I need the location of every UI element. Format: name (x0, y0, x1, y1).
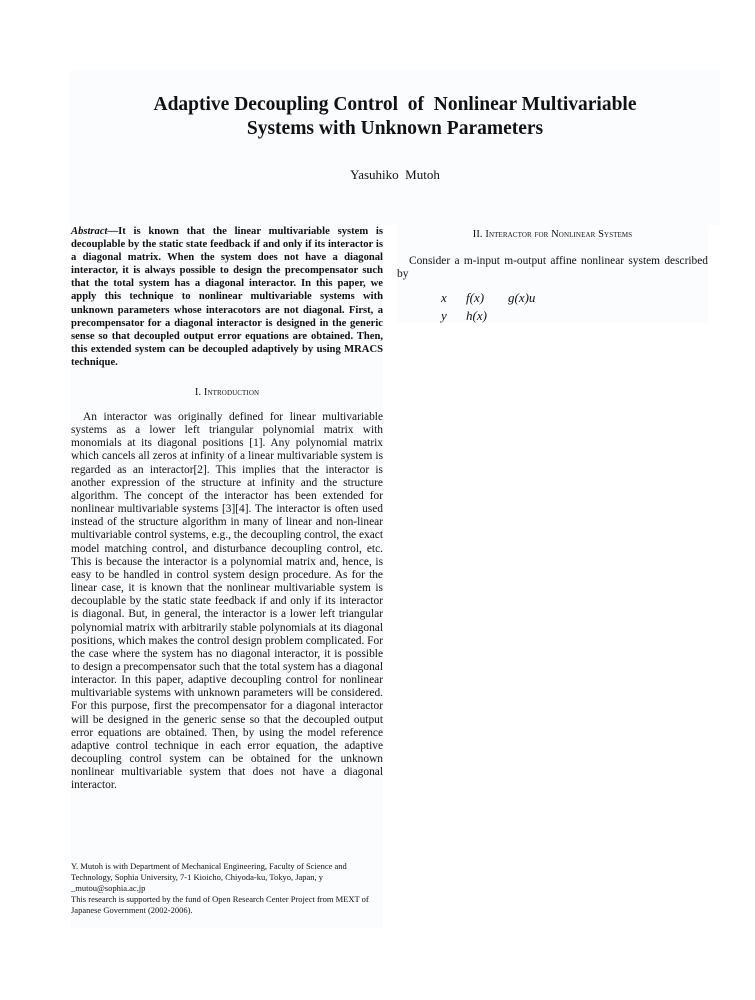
left-column (71, 225, 383, 928)
section-2-paragraph: Consider a m-input m-output affine nonlinear system described by (397, 255, 708, 281)
paper-title (70, 93, 720, 141)
equation-lhs: x (441, 290, 447, 305)
footnote (71, 861, 383, 916)
system-equations (441, 289, 708, 325)
paper-header (70, 70, 720, 225)
footnote-affiliation: Y. Mutoh is with Department of Mechanical Engineering, Faculty of Science and Technology, Sophia University, 7-1 Kioicho, Chiyoda-ku, Tokyo, Japan, y _mutou@sophia.ac.jp (71, 861, 347, 893)
abstract-text: It is known that the linear multivariable system is decouplable by the static state feedback if and only if its interactor is a diagonal matrix. When the system does not have a diagonal interactor, it is always possible to design the precompensator such that the total system has a diagonal interactor. In this paper, we apply this technique to nonlinear multivariable systems with unknown parameters whose interacotors are not diagonal. First, a precompensator for a diagonal interactor is designed in the generic sense so that decoupled output error equations are obtained. Then, this extended system can be decoupled adaptively by using MRACS technique. (71, 226, 383, 368)
equation-term: h(x) (466, 308, 487, 323)
right-column (397, 225, 708, 323)
abstract (71, 225, 383, 369)
equation-term: f(x) (466, 290, 485, 305)
equation-state (441, 289, 708, 307)
equation-term: g(x)u (508, 290, 536, 305)
footnote-funding: This research is supported by the fund of Open Research Center Project from MEXT of Japanese Government (2002-2006). (71, 894, 369, 915)
equation-lhs: y (441, 308, 447, 323)
section-heading-introduction: I. Introduction (194, 387, 260, 398)
introduction-paragraph: An interactor was originally defined for linear multivariable systems as a lower left triangular polynomial matrix with monomials at its diagonal positions [1]. Any polynomial matrix which cancels all zeros at infinity of a linear multivariable system is regarded as an interactor[2]. This implies that the interactor is another expression of the structure at infinity and the structure algorithm. The concept of the interactor has been extended for nonlinear multivariable systems [3][4]. The interactor is often used instead of the structure algorithm in many of linear and non-linear multivariable control systems, e.g., the decoupling control, the exact model matching control, and disturbance decoupling control, etc. This is because the interactor is a polynomial matrix and, hence, is easy to be handled in control system design procedure. As for the linear case, it is known that the nonlinear multivariable system is decouplable by the static state feedback if and only if its interactor is diagonal. But, in general, the interactor is a lower left triangular polynomial matrix with arbitrarily stable polynomials at its diagonal positions, which makes the control design problem complicated. For the case where the system has no diagonal interactor, it is possible to design a precompensator such that the total system has a diagonal interactor. In this paper, adaptive decoupling control for nonlinear multivariable systems with unknown parameters will be considered. For this purpose, first the precompensator for a diagonal interactor will be designed in the generic sense so that the decoupled output error equations are obtained. Then, by using the model reference adaptive control technique in each error equation, the adaptive decoupling control system can be obtained for the unknown nonlinear multivariable system that does not have a diagonal interactor. (71, 411, 383, 792)
section-heading-interactor: II. Interactor for Nonlinear Systems (472, 229, 633, 240)
abstract-dash: — (107, 226, 119, 237)
abstract-label: Abstract (71, 226, 108, 237)
title-line-2: Systems with Unknown Parameters (246, 118, 544, 139)
equation-output (441, 307, 708, 325)
author-name: Yasuhiko Mutoh (350, 167, 440, 182)
title-line-1: Adaptive Decoupling Control of Nonlinear Multivariable (153, 94, 637, 115)
